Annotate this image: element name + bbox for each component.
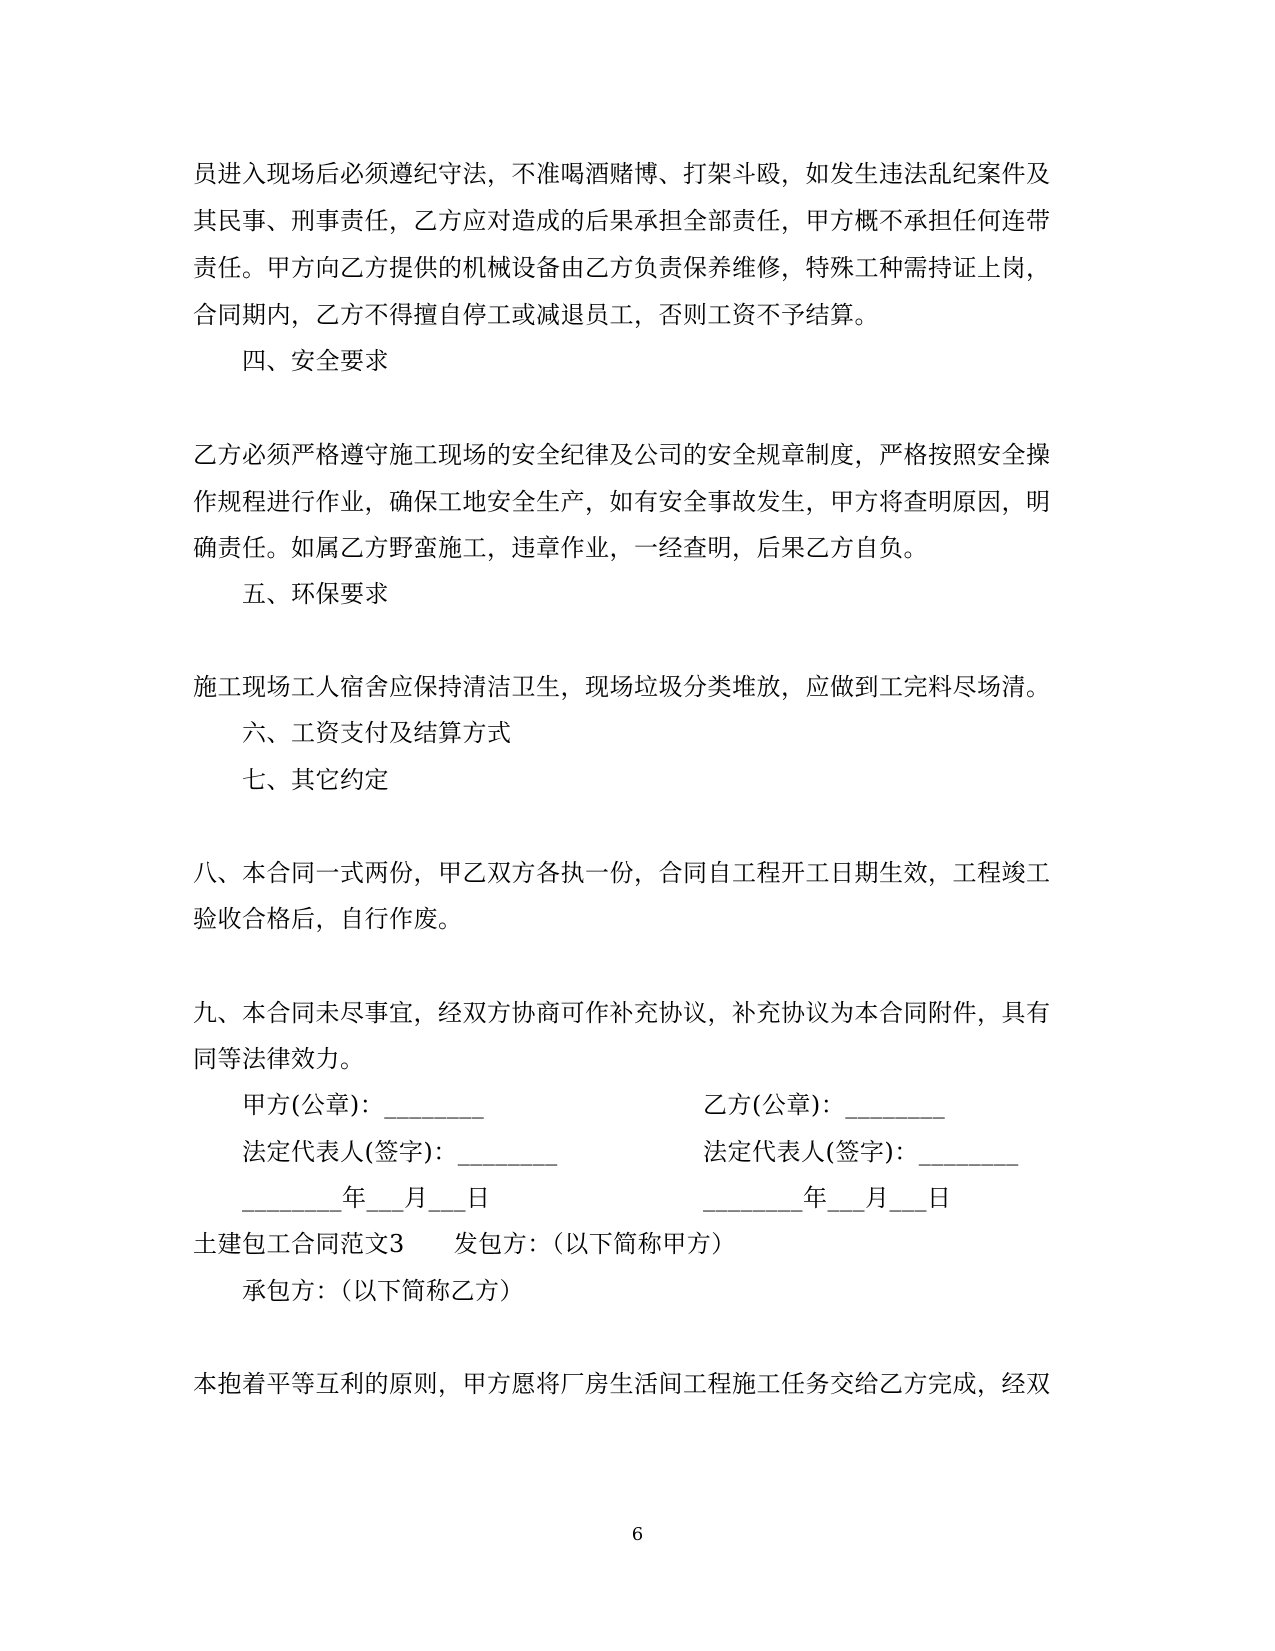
paragraph-line: 责任。甲方向乙方提供的机械设备由乙方负责保养维修，特殊工种需持证上岗， xyxy=(193,254,1051,282)
party-a-representative-field: 法定代表人(签字)：________ xyxy=(242,1138,558,1166)
paragraph-line: 其民事、刑事责任，乙方应对造成的后果承担全部责任，甲方概不承担任何连带 xyxy=(193,207,1051,235)
paragraph-line: 作规程进行作业，确保工地安全生产，如有安全事故发生，甲方将查明原因，明 xyxy=(193,488,1051,516)
paragraph-line: 施工现场工人宿舍应保持清洁卫生，现场垃圾分类堆放，应做到工完料尽场清。 xyxy=(193,673,1051,701)
paragraph-line: 九、本合同未尽事宜，经双方协商可作补充协议，补充协议为本合同附件，具有 xyxy=(193,999,1051,1027)
paragraph-line: 本抱着平等互利的原则，甲方愿将厂房生活间工程施工任务交给乙方完成，经双 xyxy=(193,1370,1051,1398)
paragraph-line: 员进入现场后必须遵纪守法，不准喝酒赌博、打架斗殴，如发生违法乱纪案件及 xyxy=(193,160,1051,188)
party-b-date-field: ________年___月___日 xyxy=(703,1184,952,1212)
party-b-representative-field: 法定代表人(签字)：________ xyxy=(703,1138,1019,1166)
section-heading-safety: 四、安全要求 xyxy=(242,347,389,375)
party-b-seal-field: 乙方(公章)：________ xyxy=(703,1091,946,1119)
party-a-date-field: ________年___月___日 xyxy=(242,1184,491,1212)
paragraph-line: 同等法律效力。 xyxy=(193,1045,365,1073)
section-heading-environment: 五、环保要求 xyxy=(242,580,389,608)
next-contract-title: 土建包工合同范文3 发包方：（以下简称甲方） xyxy=(193,1230,736,1258)
paragraph-line: 验收合格后，自行作废。 xyxy=(193,905,463,933)
contractor-line: 承包方：（以下简称乙方） xyxy=(242,1277,524,1305)
paragraph-line: 八、本合同一式两份，甲乙双方各执一份，合同自工程开工日期生效，工程竣工 xyxy=(193,859,1051,887)
party-a-seal-field: 甲方(公章)：________ xyxy=(242,1091,485,1119)
section-heading-wages: 六、工资支付及结算方式 xyxy=(242,719,512,747)
paragraph-line: 合同期内，乙方不得擅自停工或减退员工，否则工资不予结算。 xyxy=(193,301,879,329)
paragraph-line: 乙方必须严格遵守施工现场的安全纪律及公司的安全规章制度，严格按照安全操 xyxy=(193,441,1051,469)
paragraph-line: 确责任。如属乙方野蛮施工，违章作业，一经查明，后果乙方自负。 xyxy=(193,534,928,562)
page-number: 6 xyxy=(631,1524,644,1545)
section-heading-other: 七、其它约定 xyxy=(242,766,389,794)
